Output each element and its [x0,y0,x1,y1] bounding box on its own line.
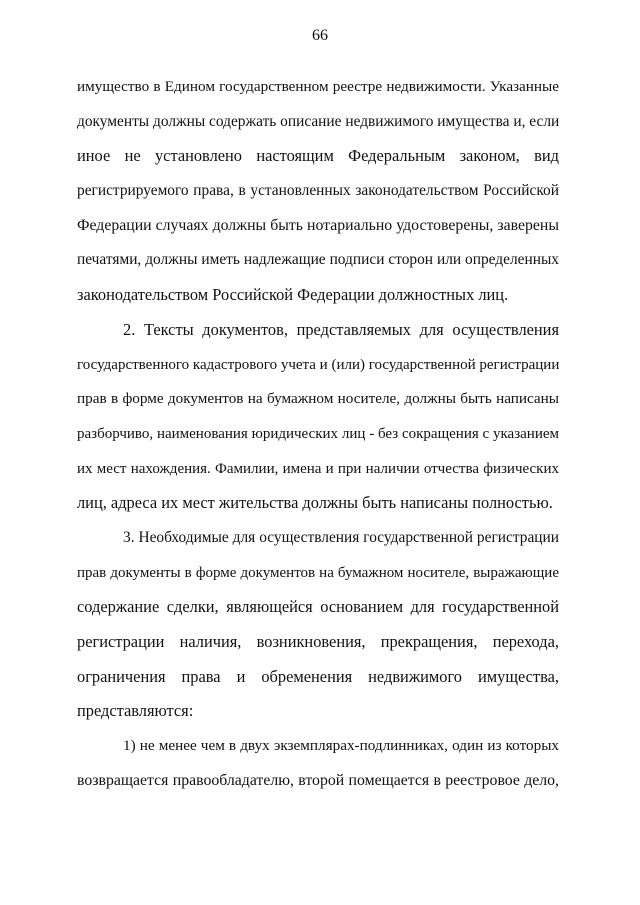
text-line: лиц, адреса их мест жительства должны быть написаны полностью. [77,493,553,513]
text-line: печатями, должны иметь надлежащие подписи сторон или определенных [77,251,559,269]
text-line: законодательством Российской Федерации должностных лиц. [77,285,509,305]
text-line: иное не установлено настоящим Федеральным законом, вид [77,146,559,166]
text-line: возвращается правообладателю, второй помещается в реестровое дело, [77,771,559,789]
text-line: 2. Тексты документов, представляемых для осуществления [123,319,559,339]
text-line: ограничения права и обременения недвижимого имущества, [77,666,559,686]
text-line: содержание сделки, являющейся основанием для государственной [77,597,559,617]
text-line: прав в форме документов на бумажном носителе, должны быть написаны [77,390,559,408]
text-line: Федерации случаях должны быть нотариально удостоверены, заверены [77,216,559,234]
page-number: 66 [312,27,328,44]
text-line: регистрации наличия, возникновения, прекращения, перехода, [77,632,559,651]
text-line: представляются: [77,701,194,721]
text-line: 1) не менее чем в двух экземплярах-подлинниках, один из которых [123,737,559,755]
text-line: их мест нахождения. Фамилии, имена и при наличии отчества физических [77,460,559,477]
text-line: имущество в Едином государственном реестре недвижимости. Указанные [77,78,559,95]
text-line: регистрируемого права, в установленных законодательством Российской [77,182,559,200]
text-line: 3. Необходимые для осуществления государственной регистрации [123,528,559,546]
text-line: документы должны содержать описание недвижимого имущества и, если [77,112,560,130]
document-body [77,70,559,798]
text-line: государственного кадастрового учета и (или) государственной регистрации [77,356,560,373]
text-line: прав документы в форме документов на бумажном носителе, выражающие [77,564,559,581]
text-line: разборчиво, наименования юридических лиц - без сокращения с указанием [77,425,559,442]
